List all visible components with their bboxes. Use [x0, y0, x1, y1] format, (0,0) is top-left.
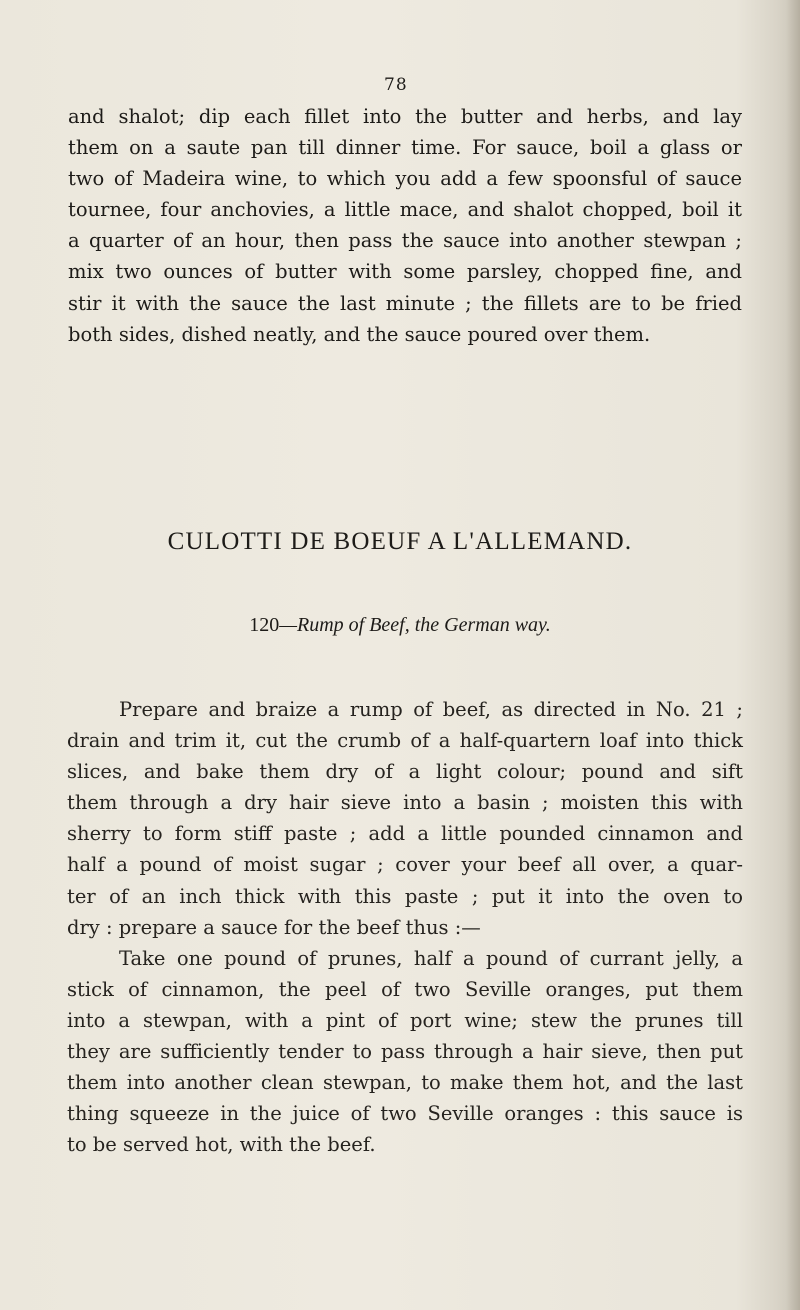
- text-line: two of Madeira wine, to which you add a few spoonsful of sauce: [68, 167, 742, 191]
- recipe-paragraph: [67, 694, 743, 1160]
- text-line: thing squeeze in the juice of two Seville oranges : this sauce is: [67, 1102, 743, 1126]
- recipe-english-name: —Rump of Beef, the German way.: [279, 614, 551, 636]
- text-line: half a pound of moist sugar ; cover your beef all over, a quar-: [67, 853, 743, 877]
- recipe-title: CULOTTI DE BOEUF A L'ALLEMAND.: [167, 528, 633, 555]
- recipe-subtitle: [0, 614, 800, 637]
- text-line: them into another clean stewpan, to make them hot, and the last: [67, 1071, 743, 1095]
- text-line: and shalot; dip each fillet into the butter and herbs, and lay: [68, 105, 742, 128]
- text-line: ter of an inch thick with this paste ; put it into the oven to: [67, 884, 743, 908]
- text-line: Prepare and braize a rump of beef, as directed in No. 21 ;: [119, 698, 743, 721]
- text-line: both sides, dished neatly, and the sauce poured over them.: [68, 322, 651, 346]
- text-line: dry : prepare a sauce for the beef thus :—: [67, 915, 481, 939]
- page-number: 78: [384, 75, 408, 95]
- recipe-number: 120: [249, 614, 280, 636]
- text-line: Take one pound of prunes, half a pound of currant jelly, a: [119, 946, 743, 970]
- text-line: slices, and bake them dry of a light colour; pound and sift: [67, 760, 743, 784]
- text-line: them through a dry hair sieve into a basin ; moisten this with: [67, 791, 743, 815]
- text-line: into a stewpan, with a pint of port wine; stew the prunes till: [67, 1008, 743, 1032]
- text-line: mix two ounces of butter with some parsley, chopped fine, and: [68, 260, 742, 284]
- text-line: sherry to form stiff paste ; add a little pounded cinnamon and: [67, 822, 743, 846]
- intro-paragraph: [68, 101, 742, 350]
- text-line: a quarter of an hour, then pass the sauce into another stewpan ;: [68, 229, 742, 253]
- text-line: stir it with the sauce the last minute ; the fillets are to be fried: [68, 291, 742, 315]
- text-line: to be served hot, with the beef.: [67, 1133, 376, 1157]
- text-line: stick of cinnamon, the peel of two Seville oranges, put them: [67, 977, 743, 1001]
- text-line: drain and trim it, cut the crumb of a half-quartern loaf into thick: [67, 729, 743, 753]
- page-edge-shadow: [786, 0, 800, 1310]
- text-line: they are sufficiently tender to pass through a hair sieve, then put: [67, 1040, 743, 1064]
- text-line: them on a saute pan till dinner time. For sauce, boil a glass or: [68, 136, 742, 160]
- text-line: tournee, four anchovies, a little mace, and shalot chopped, boil it: [68, 198, 742, 222]
